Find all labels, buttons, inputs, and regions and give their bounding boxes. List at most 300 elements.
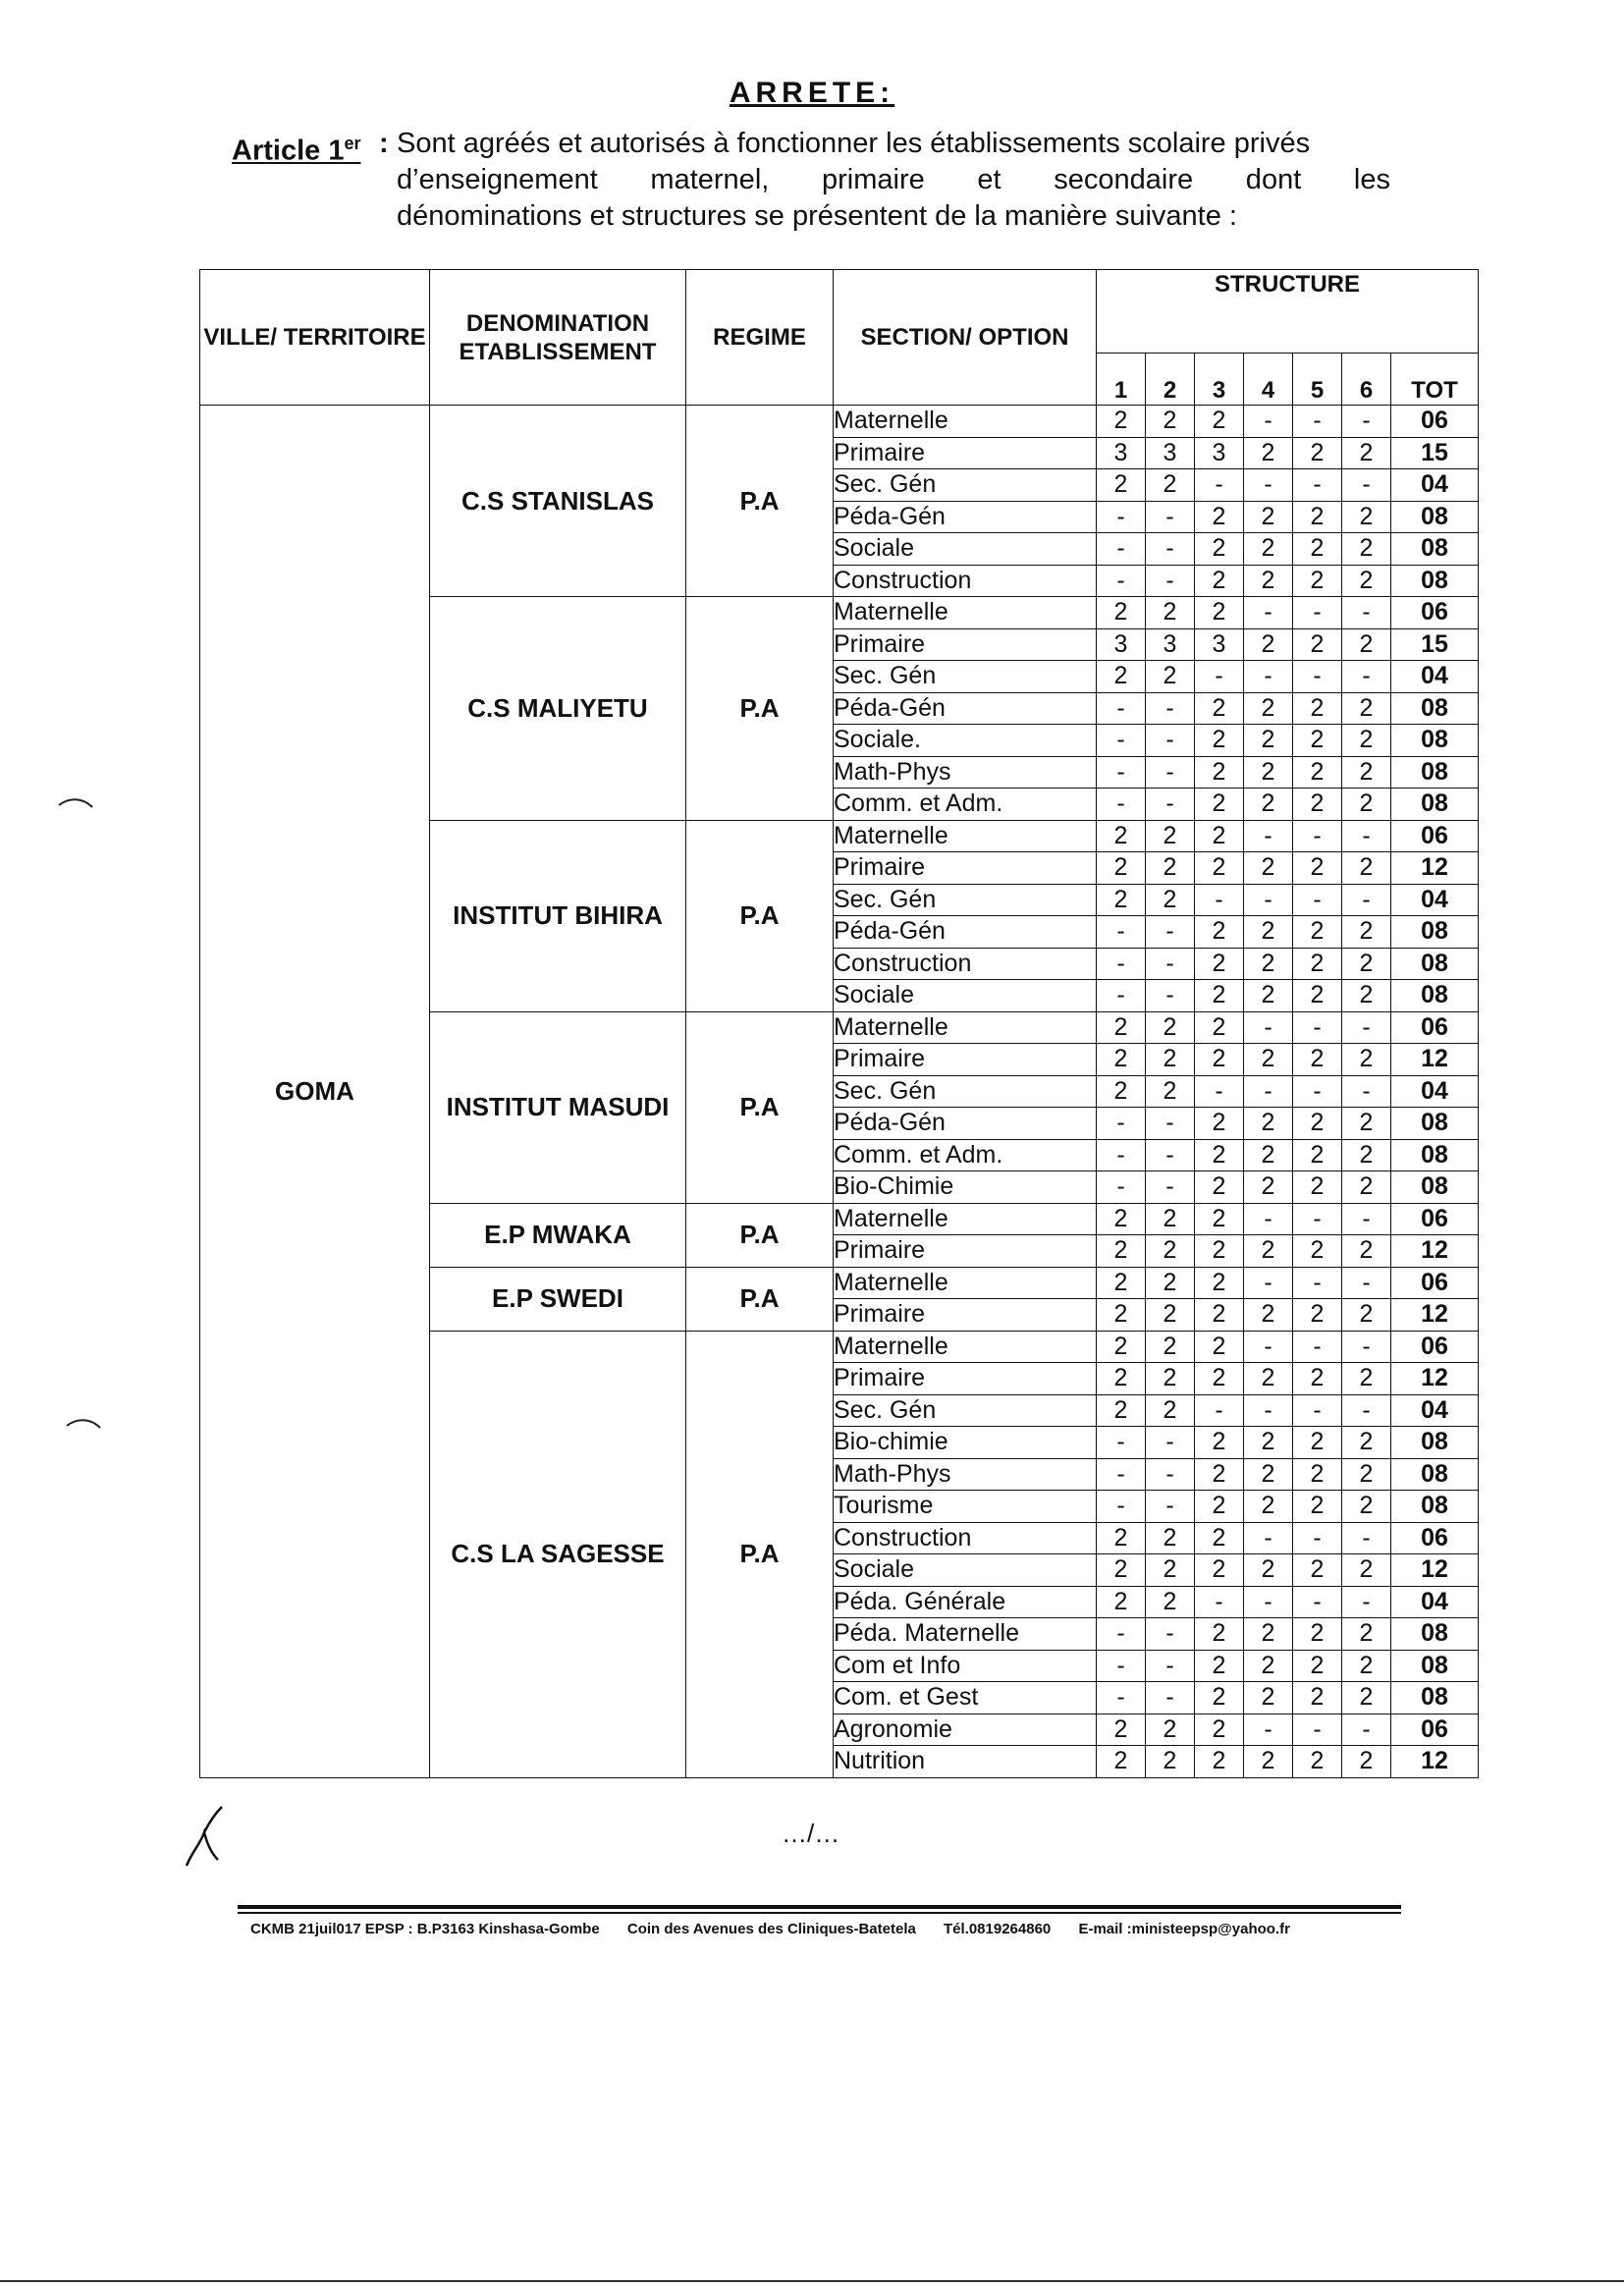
total-cell: 06 xyxy=(1391,1522,1479,1554)
level-5-cell: 2 xyxy=(1293,501,1342,533)
level-6-cell: 2 xyxy=(1342,1458,1391,1491)
level-5-cell: 2 xyxy=(1293,1044,1342,1076)
level-2-cell: 2 xyxy=(1146,1267,1195,1299)
header-level-6: 6 xyxy=(1342,354,1391,406)
section-cell: Maternelle xyxy=(834,820,1097,852)
level-5-cell: 2 xyxy=(1293,692,1342,725)
footer-email: E-mail :ministeepsp@yahoo.fr xyxy=(1078,1921,1290,1937)
level-3-cell: 2 xyxy=(1195,1011,1244,1044)
level-3-cell: 2 xyxy=(1195,1044,1244,1076)
level-5-cell: - xyxy=(1293,1394,1342,1427)
total-cell: 04 xyxy=(1391,1394,1479,1427)
total-cell: 08 xyxy=(1391,501,1479,533)
level-6-cell: - xyxy=(1342,1267,1391,1299)
level-5-cell: 2 xyxy=(1293,1235,1342,1268)
level-5-cell: 2 xyxy=(1293,1491,1342,1523)
level-1-cell: 2 xyxy=(1097,820,1146,852)
level-4-cell: - xyxy=(1244,1267,1293,1299)
section-cell: Tourisme xyxy=(834,1491,1097,1523)
header-ville: VILLE/ TERRITOIRE xyxy=(200,270,430,406)
school-regime: P.A xyxy=(686,820,834,1011)
level-3-cell: 3 xyxy=(1195,437,1244,469)
level-4-cell: 2 xyxy=(1244,1746,1293,1778)
level-3-cell: 2 xyxy=(1195,1618,1244,1651)
level-6-cell: 2 xyxy=(1342,1427,1391,1459)
level-5-cell: 2 xyxy=(1293,756,1342,789)
level-6-cell: - xyxy=(1342,1586,1391,1618)
level-1-cell: - xyxy=(1097,501,1146,533)
level-6-cell: - xyxy=(1342,1522,1391,1554)
level-5-cell: - xyxy=(1293,1714,1342,1746)
level-2-cell: - xyxy=(1146,789,1195,821)
school-name: C.S LA SAGESSE xyxy=(430,1331,686,1777)
level-5-cell: 2 xyxy=(1293,789,1342,821)
initials-signature xyxy=(175,1797,253,1880)
margin-mark-1 xyxy=(57,795,96,811)
level-4-cell: - xyxy=(1244,469,1293,502)
section-cell: Agronomie xyxy=(834,1714,1097,1746)
level-3-cell: - xyxy=(1195,1075,1244,1108)
level-2-cell: 2 xyxy=(1146,1714,1195,1746)
header-structure: STRUCTURE xyxy=(1097,270,1479,354)
level-1-cell: - xyxy=(1097,1618,1146,1651)
total-cell: 06 xyxy=(1391,597,1479,629)
level-1-cell: - xyxy=(1097,756,1146,789)
footer-tel: Tél.0819264860 xyxy=(944,1921,1052,1937)
level-6-cell: - xyxy=(1342,469,1391,502)
table-body xyxy=(200,406,1479,1778)
level-1-cell: - xyxy=(1097,789,1146,821)
level-5-cell: 2 xyxy=(1293,1299,1342,1332)
level-4-cell: 2 xyxy=(1244,1682,1293,1714)
level-1-cell: 2 xyxy=(1097,852,1146,885)
level-1-cell: 2 xyxy=(1097,406,1146,438)
section-cell: Maternelle xyxy=(834,597,1097,629)
school-regime: P.A xyxy=(686,597,834,821)
level-1-cell: 2 xyxy=(1097,1267,1146,1299)
level-4-cell: 2 xyxy=(1244,1044,1293,1076)
level-4-cell: - xyxy=(1244,820,1293,852)
level-1-cell: - xyxy=(1097,1650,1146,1682)
level-1-cell: 2 xyxy=(1097,1586,1146,1618)
total-cell: 04 xyxy=(1391,469,1479,502)
total-cell: 08 xyxy=(1391,1458,1479,1491)
level-1-cell: - xyxy=(1097,1458,1146,1491)
level-2-cell: - xyxy=(1146,501,1195,533)
total-cell: 12 xyxy=(1391,1363,1479,1395)
article-line-1: Sont agréés et autorisés à fonctionner les établissements scolaire privés xyxy=(397,128,1311,159)
page-heading xyxy=(0,77,1624,110)
level-3-cell: 2 xyxy=(1195,1171,1244,1204)
total-cell: 12 xyxy=(1391,852,1479,885)
level-3-cell: 2 xyxy=(1195,1203,1244,1235)
total-cell: 04 xyxy=(1391,884,1479,916)
header-level-4: 4 xyxy=(1244,354,1293,406)
level-6-cell: - xyxy=(1342,820,1391,852)
section-cell: Péda-Gén xyxy=(834,692,1097,725)
level-6-cell: 2 xyxy=(1342,852,1391,885)
total-cell: 15 xyxy=(1391,437,1479,469)
level-6-cell: 2 xyxy=(1342,1108,1391,1140)
level-5-cell: 2 xyxy=(1293,533,1342,566)
section-cell: Maternelle xyxy=(834,1011,1097,1044)
header-denomination: DENOMINATION ETABLISSEMENT xyxy=(430,270,686,406)
total-cell: 08 xyxy=(1391,1650,1479,1682)
level-3-cell: 2 xyxy=(1195,789,1244,821)
article-label xyxy=(232,126,360,170)
level-6-cell: 2 xyxy=(1342,1618,1391,1651)
level-4-cell: - xyxy=(1244,884,1293,916)
level-1-cell: 2 xyxy=(1097,1394,1146,1427)
header-level-2: 2 xyxy=(1146,354,1195,406)
level-2-cell: 2 xyxy=(1146,1203,1195,1235)
level-6-cell: 2 xyxy=(1342,437,1391,469)
level-1-cell: 2 xyxy=(1097,1363,1146,1395)
section-cell: Sec. Gén xyxy=(834,1075,1097,1108)
level-4-cell: - xyxy=(1244,1522,1293,1554)
header-level-5: 5 xyxy=(1293,354,1342,406)
article-line-2: d’enseignement maternel, primaire et secondaire dont les xyxy=(397,164,1390,195)
level-3-cell: 2 xyxy=(1195,692,1244,725)
level-3-cell: 3 xyxy=(1195,628,1244,661)
level-5-cell: - xyxy=(1293,1522,1342,1554)
level-1-cell: - xyxy=(1097,692,1146,725)
total-cell: 06 xyxy=(1391,1714,1479,1746)
level-2-cell: 2 xyxy=(1146,1075,1195,1108)
level-4-cell: 2 xyxy=(1244,1491,1293,1523)
level-3-cell: 2 xyxy=(1195,1458,1244,1491)
level-6-cell: 2 xyxy=(1342,628,1391,661)
section-cell: Com et Info xyxy=(834,1650,1097,1682)
level-1-cell: 2 xyxy=(1097,1331,1146,1363)
school-regime: P.A xyxy=(686,1203,834,1267)
level-5-cell: 2 xyxy=(1293,852,1342,885)
page-bottom-edge xyxy=(0,2280,1624,2282)
section-cell: Sociale. xyxy=(834,725,1097,757)
total-cell: 08 xyxy=(1391,789,1479,821)
school-name: E.P MWAKA xyxy=(430,1203,686,1267)
total-cell: 12 xyxy=(1391,1299,1479,1332)
level-3-cell: 2 xyxy=(1195,1427,1244,1459)
level-1-cell: - xyxy=(1097,916,1146,949)
school-regime: P.A xyxy=(686,1267,834,1331)
level-3-cell: 2 xyxy=(1195,1491,1244,1523)
level-5-cell: 2 xyxy=(1293,1139,1342,1171)
level-1-cell: - xyxy=(1097,1427,1146,1459)
level-4-cell: - xyxy=(1244,1714,1293,1746)
level-6-cell: 2 xyxy=(1342,1682,1391,1714)
section-cell: Primaire xyxy=(834,1299,1097,1332)
level-4-cell: - xyxy=(1244,661,1293,693)
level-4-cell: 2 xyxy=(1244,1427,1293,1459)
level-1-cell: - xyxy=(1097,980,1146,1012)
level-6-cell: - xyxy=(1342,884,1391,916)
level-6-cell: - xyxy=(1342,1331,1391,1363)
level-4-cell: 2 xyxy=(1244,789,1293,821)
level-6-cell: 2 xyxy=(1342,1235,1391,1268)
level-4-cell: - xyxy=(1244,406,1293,438)
level-3-cell: 2 xyxy=(1195,533,1244,566)
total-cell: 06 xyxy=(1391,406,1479,438)
section-cell: Bio-Chimie xyxy=(834,1171,1097,1204)
level-2-cell: 2 xyxy=(1146,884,1195,916)
header-level-3: 3 xyxy=(1195,354,1244,406)
level-5-cell: 2 xyxy=(1293,1108,1342,1140)
level-4-cell: 2 xyxy=(1244,692,1293,725)
level-1-cell: 2 xyxy=(1097,469,1146,502)
level-2-cell: 2 xyxy=(1146,406,1195,438)
level-1-cell: 2 xyxy=(1097,1714,1146,1746)
level-3-cell: - xyxy=(1195,661,1244,693)
footer-rule-thin xyxy=(238,1912,1401,1914)
total-cell: 08 xyxy=(1391,1682,1479,1714)
section-cell: Sec. Gén xyxy=(834,661,1097,693)
level-3-cell: 2 xyxy=(1195,980,1244,1012)
footer-rule xyxy=(238,1905,1401,1909)
level-2-cell: - xyxy=(1146,1682,1195,1714)
level-3-cell: 2 xyxy=(1195,852,1244,885)
level-4-cell: - xyxy=(1244,1011,1293,1044)
level-2-cell: - xyxy=(1146,692,1195,725)
total-cell: 06 xyxy=(1391,820,1479,852)
level-2-cell: - xyxy=(1146,725,1195,757)
level-5-cell: - xyxy=(1293,406,1342,438)
level-4-cell: 2 xyxy=(1244,725,1293,757)
level-6-cell: - xyxy=(1342,661,1391,693)
level-1-cell: 2 xyxy=(1097,1011,1146,1044)
level-6-cell: 2 xyxy=(1342,1044,1391,1076)
level-2-cell: 2 xyxy=(1146,1299,1195,1332)
section-cell: Maternelle xyxy=(834,1331,1097,1363)
level-2-cell: 2 xyxy=(1146,852,1195,885)
section-cell: Com. et Gest xyxy=(834,1682,1097,1714)
level-6-cell: 2 xyxy=(1342,756,1391,789)
level-5-cell: 2 xyxy=(1293,1682,1342,1714)
level-1-cell: - xyxy=(1097,725,1146,757)
level-5-cell: - xyxy=(1293,1075,1342,1108)
level-5-cell: 2 xyxy=(1293,565,1342,597)
level-6-cell: - xyxy=(1342,1011,1391,1044)
footer-ref: CKMB 21juil017 EPSP : B.P3163 Kinshasa-Gombe xyxy=(250,1921,600,1937)
level-1-cell: 2 xyxy=(1097,1044,1146,1076)
level-6-cell: 2 xyxy=(1342,1554,1391,1587)
total-cell: 06 xyxy=(1391,1203,1479,1235)
header-regime: REGIME xyxy=(686,270,834,406)
level-4-cell: 2 xyxy=(1244,1458,1293,1491)
level-1-cell: 2 xyxy=(1097,1299,1146,1332)
level-3-cell: 2 xyxy=(1195,756,1244,789)
level-2-cell: - xyxy=(1146,565,1195,597)
level-6-cell: 2 xyxy=(1342,789,1391,821)
total-cell: 04 xyxy=(1391,1075,1479,1108)
level-6-cell: 2 xyxy=(1342,916,1391,949)
level-2-cell: - xyxy=(1146,948,1195,980)
section-cell: Sec. Gén xyxy=(834,469,1097,502)
level-6-cell: 2 xyxy=(1342,1363,1391,1395)
level-3-cell: 2 xyxy=(1195,1267,1244,1299)
level-5-cell: 2 xyxy=(1293,948,1342,980)
section-cell: Primaire xyxy=(834,437,1097,469)
level-5-cell: - xyxy=(1293,469,1342,502)
level-4-cell: 2 xyxy=(1244,756,1293,789)
level-3-cell: 2 xyxy=(1195,1522,1244,1554)
school-regime: P.A xyxy=(686,1331,834,1777)
level-3-cell: - xyxy=(1195,1394,1244,1427)
total-cell: 08 xyxy=(1391,692,1479,725)
header-tot: TOT xyxy=(1391,354,1479,406)
level-2-cell: - xyxy=(1146,533,1195,566)
level-4-cell: - xyxy=(1244,1075,1293,1108)
section-cell: Péda-Gén xyxy=(834,1108,1097,1140)
level-6-cell: 2 xyxy=(1342,1746,1391,1778)
level-2-cell: 2 xyxy=(1146,597,1195,629)
section-cell: Primaire xyxy=(834,852,1097,885)
level-2-cell: 2 xyxy=(1146,1044,1195,1076)
level-3-cell: 2 xyxy=(1195,565,1244,597)
level-4-cell: 2 xyxy=(1244,565,1293,597)
total-cell: 04 xyxy=(1391,661,1479,693)
total-cell: 08 xyxy=(1391,533,1479,566)
level-3-cell: 2 xyxy=(1195,1235,1244,1268)
section-cell: Construction xyxy=(834,948,1097,980)
section-cell: Nutrition xyxy=(834,1746,1097,1778)
level-1-cell: 3 xyxy=(1097,437,1146,469)
footer-address: Coin des Avenues des Cliniques-Batetela xyxy=(626,1921,916,1937)
level-5-cell: 2 xyxy=(1293,1427,1342,1459)
level-2-cell: 2 xyxy=(1146,1331,1195,1363)
total-cell: 08 xyxy=(1391,1108,1479,1140)
section-cell: Péda. Maternelle xyxy=(834,1618,1097,1651)
level-1-cell: - xyxy=(1097,1682,1146,1714)
level-1-cell: 2 xyxy=(1097,1522,1146,1554)
level-2-cell: - xyxy=(1146,756,1195,789)
level-1-cell: - xyxy=(1097,565,1146,597)
level-1-cell: - xyxy=(1097,948,1146,980)
level-6-cell: 2 xyxy=(1342,725,1391,757)
article-label-sup: er xyxy=(344,134,361,153)
footer xyxy=(250,1921,1314,1937)
total-cell: 08 xyxy=(1391,916,1479,949)
level-5-cell: 2 xyxy=(1293,1650,1342,1682)
level-6-cell: 2 xyxy=(1342,565,1391,597)
level-2-cell: 2 xyxy=(1146,1011,1195,1044)
total-cell: 08 xyxy=(1391,725,1479,757)
school-name: C.S STANISLAS xyxy=(430,406,686,597)
level-1-cell: - xyxy=(1097,1139,1146,1171)
level-6-cell: - xyxy=(1342,1714,1391,1746)
section-cell: Construction xyxy=(834,565,1097,597)
level-4-cell: 2 xyxy=(1244,1299,1293,1332)
total-cell: 15 xyxy=(1391,628,1479,661)
level-2-cell: 2 xyxy=(1146,1235,1195,1268)
total-cell: 08 xyxy=(1391,756,1479,789)
level-1-cell: - xyxy=(1097,1108,1146,1140)
level-1-cell: 2 xyxy=(1097,661,1146,693)
school-name: INSTITUT BIHIRA xyxy=(430,820,686,1011)
level-3-cell: 2 xyxy=(1195,1746,1244,1778)
level-2-cell: - xyxy=(1146,1491,1195,1523)
school-regime: P.A xyxy=(686,1011,834,1203)
section-cell: Sociale xyxy=(834,533,1097,566)
level-5-cell: - xyxy=(1293,820,1342,852)
level-4-cell: 2 xyxy=(1244,1650,1293,1682)
total-cell: 06 xyxy=(1391,1331,1479,1363)
article-colon: : xyxy=(379,128,389,159)
level-6-cell: 2 xyxy=(1342,980,1391,1012)
level-3-cell: 2 xyxy=(1195,1363,1244,1395)
total-cell: 08 xyxy=(1391,1427,1479,1459)
level-3-cell: 2 xyxy=(1195,916,1244,949)
level-2-cell: - xyxy=(1146,1458,1195,1491)
level-6-cell: - xyxy=(1342,597,1391,629)
level-4-cell: - xyxy=(1244,597,1293,629)
level-2-cell: 2 xyxy=(1146,1746,1195,1778)
level-4-cell: 2 xyxy=(1244,980,1293,1012)
level-2-cell: 2 xyxy=(1146,1554,1195,1587)
level-2-cell: - xyxy=(1146,1108,1195,1140)
article-text xyxy=(397,126,1390,235)
level-4-cell: - xyxy=(1244,1394,1293,1427)
level-4-cell: 2 xyxy=(1244,1618,1293,1651)
level-2-cell: 2 xyxy=(1146,1394,1195,1427)
level-2-cell: 2 xyxy=(1146,1522,1195,1554)
school-regime: P.A xyxy=(686,406,834,597)
total-cell: 06 xyxy=(1391,1267,1479,1299)
total-cell: 08 xyxy=(1391,1139,1479,1171)
level-6-cell: 2 xyxy=(1342,1171,1391,1204)
table-row xyxy=(200,406,1479,438)
level-5-cell: - xyxy=(1293,1011,1342,1044)
school-name: C.S MALIYETU xyxy=(430,597,686,821)
level-1-cell: 2 xyxy=(1097,1235,1146,1268)
total-cell: 12 xyxy=(1391,1235,1479,1268)
level-4-cell: - xyxy=(1244,1331,1293,1363)
level-3-cell: 2 xyxy=(1195,948,1244,980)
section-cell: Comm. et Adm. xyxy=(834,789,1097,821)
level-3-cell: - xyxy=(1195,1586,1244,1618)
section-cell: Maternelle xyxy=(834,1203,1097,1235)
level-5-cell: 2 xyxy=(1293,1458,1342,1491)
level-3-cell: 2 xyxy=(1195,501,1244,533)
level-3-cell: 2 xyxy=(1195,1299,1244,1332)
level-4-cell: 2 xyxy=(1244,501,1293,533)
level-3-cell: 2 xyxy=(1195,1682,1244,1714)
section-cell: Sociale xyxy=(834,1554,1097,1587)
article-line-3: dénominations et structures se présentent de la manière suivante : xyxy=(397,200,1237,232)
level-1-cell: 2 xyxy=(1097,1075,1146,1108)
level-2-cell: - xyxy=(1146,1618,1195,1651)
level-6-cell: 2 xyxy=(1342,501,1391,533)
level-3-cell: 2 xyxy=(1195,1714,1244,1746)
level-5-cell: - xyxy=(1293,1267,1342,1299)
level-4-cell: - xyxy=(1244,1586,1293,1618)
section-cell: Primaire xyxy=(834,1044,1097,1076)
level-6-cell: - xyxy=(1342,1203,1391,1235)
school-name: E.P SWEDI xyxy=(430,1267,686,1331)
level-1-cell: 2 xyxy=(1097,1554,1146,1587)
level-2-cell: - xyxy=(1146,1139,1195,1171)
level-3-cell: 2 xyxy=(1195,1331,1244,1363)
section-cell: Sociale xyxy=(834,980,1097,1012)
level-3-cell: 2 xyxy=(1195,406,1244,438)
level-5-cell: 2 xyxy=(1293,1363,1342,1395)
section-cell: Péda-Gén xyxy=(834,916,1097,949)
total-cell: 08 xyxy=(1391,1618,1479,1651)
margin-mark-2 xyxy=(65,1416,104,1432)
section-cell: Sec. Gén xyxy=(834,1394,1097,1427)
section-cell: Primaire xyxy=(834,1363,1097,1395)
level-4-cell: - xyxy=(1244,1203,1293,1235)
